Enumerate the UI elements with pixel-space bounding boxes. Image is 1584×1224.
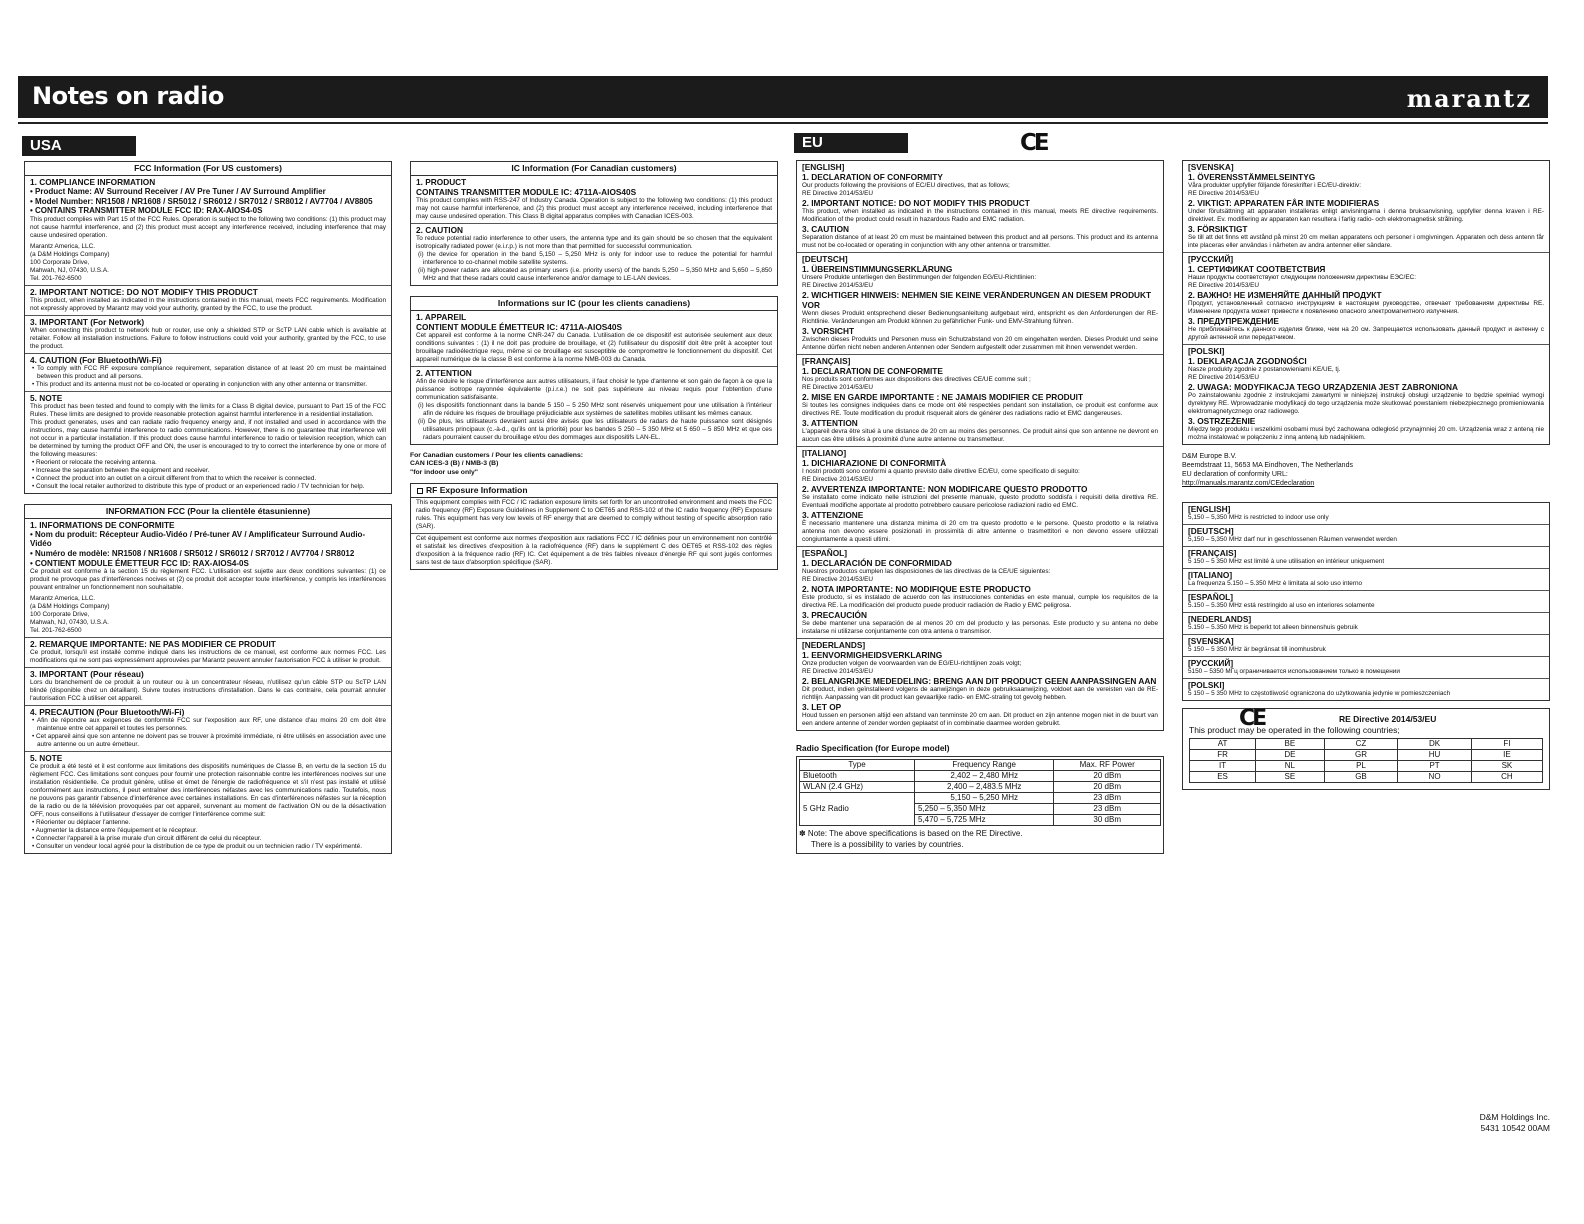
address-line: Tel. 201-762-6500	[30, 627, 82, 635]
ic-s2-item: (ii) high-power radars are allocated as primary users (i.e. priority users) of the bands 5,250 – 5,350 MHz and 5,650 – 5,850 MHz and that these radars could cause interference and/or damage to LE-LAN devices.	[418, 267, 772, 282]
table-cell: 5,150 – 5,250 MHz	[914, 793, 1053, 804]
fcc-fr-s5-heading: 5. NOTE	[30, 753, 63, 764]
radio-spec-note: ✽ Note: The above specifications is based on the RE Directive.	[799, 829, 1023, 838]
decl-text: Onze producten volgen de voorwaarden van de EG/EU-richtlijnen zoals volgt;	[802, 660, 1022, 667]
ce-mark-icon: CE	[1020, 130, 1047, 156]
caution-heading: 3. FÖRSIKTIGT	[1188, 224, 1248, 234]
rf-exposure-header	[411, 484, 777, 498]
lang-label: [ENGLISH]	[802, 162, 845, 172]
country-cell: FI	[1471, 739, 1542, 750]
indoor-text: 5.150 – 5.350 MHz está restringido al uso en interiores solamente	[1188, 602, 1375, 609]
country-cell: GR	[1324, 750, 1398, 761]
directive-text: RE Directive 2014/53/EU	[802, 190, 874, 197]
footer-company: D&M Holdings Inc.	[1479, 1112, 1550, 1122]
caution-heading: 3. CAUTION	[802, 224, 850, 234]
lang-label: [ITALIANO]	[802, 448, 847, 458]
table-cell: 23 dBm	[1054, 793, 1161, 804]
caution-text: Między tego produktu i wszelkimi osobami musi być zachowana odległość przynajmniej 20 cm. Urządzenia wraz z anteną nie można instalować w połączeniu z inną anteną lub nadajnikiem.	[1188, 426, 1544, 441]
country-cell: HU	[1398, 750, 1472, 761]
column-header: Max. RF Power	[1054, 760, 1161, 771]
address-line: (a D&M Holdings Company)	[30, 250, 110, 258]
ic-fr-s2-heading: 2. ATTENTION	[416, 368, 472, 378]
eu-francais	[797, 354, 1163, 446]
table-row	[1190, 761, 1543, 772]
table-cell: 20 dBm	[1054, 771, 1161, 782]
caution-heading: 3. PRECAUCIÓN	[802, 610, 868, 620]
fcc-fr-address	[30, 595, 386, 635]
fcc-info-box	[24, 161, 392, 494]
notice-text: Wenn dieses Produkt entsprechend dieser Bedienungsanleitung aufgebaut wird, entspricht es den Anforderungen der RE-Richtlinie. Veränderungen am Produkt können zu gefährlicher Funk- und EMV-Strahlung führen.	[802, 310, 1158, 325]
country-cell: SE	[1256, 772, 1325, 783]
directive-text: RE Directive 2014/53/EU	[802, 476, 874, 483]
country-cell: NO	[1398, 772, 1472, 783]
fcc-fr-product-name: • Nom du produit: Récepteur Audio-Vidéo / Pré-tuner AV / Amplificateur Surround Audio-Vidéo	[30, 529, 366, 549]
directive-text: RE Directive 2014/53/EU	[802, 282, 874, 289]
decl-heading: 1. ÖVERENSSTÄMMELSEINTYG	[1188, 172, 1316, 182]
fcc-s5-bullet: • Consult the local retailer authorized to distribute this type of product or an experienced radio / TV technician for help.	[32, 482, 365, 490]
fcc-section-2	[25, 285, 391, 315]
address-line: Beemdstraat 11, 5653 MA Eindhoven, The Netherlands	[1182, 462, 1353, 469]
fcc-model-number: • Model Number: NR1508 / NR1608 / SR5012 / SR6012 / SR7012 / SR8012 / AV7704 / AV8805	[30, 196, 373, 206]
caution-text: Houd tussen en personen altijd een afstand van tenminste 20 cm aan. Dit product en zijn antenne mogen niet in de buurt van een andere antenne of zender worden geplaatst of in combinatie daarmee worden gebruikt.	[802, 712, 1158, 727]
checkbox-icon	[417, 488, 423, 494]
notice-text: This product, when installed as indicated in the instructions contained in this manual, meets RE directive requirements. Modification of the product could result in hazardous Radio and EMC radiation.	[802, 208, 1158, 223]
caution-text: Zwischen dieses Produkts und Personen muss ein Schutzabstand von 20 cm eingehalten werden. Dieses Produkt und seine Antenne dürfen nicht neben anderen Antennen oder Sendern aufgestellt oder zusammen mit ihnen verwendet werden.	[802, 336, 1158, 351]
ic-s2-heading: 2. CAUTION	[416, 225, 464, 235]
lang-label: [SVENSKA]	[1188, 636, 1234, 646]
fcc-section-5	[25, 391, 391, 493]
ic-fr-section-1	[411, 311, 777, 366]
fcc-fr-s3-heading: 3. IMPORTANT (Pour réseau)	[30, 669, 144, 680]
ic-s2-item: (i) the device for operation in the band 5,150 – 5,250 MHz is only for indoor use to reduce the potential for harmful interference to co-channel mobile satellite systems.	[418, 251, 772, 266]
country-cell: PT	[1398, 761, 1472, 772]
address-line: Marantz America, LLC.	[30, 242, 95, 250]
column-eu-2	[1182, 160, 1550, 797]
decl-heading: 1. DICHIARAZIONE DI CONFORMITÀ	[802, 458, 947, 468]
fcc-fr-s4-bullet: • Afin de répondre aux exigences de conformité FCC sur l'exposition aux RF, une distance d'au moins 20 cm doit être maintenue entre cet appareil et toutes les personnes.	[32, 717, 386, 733]
brand-logo: marantz	[1406, 84, 1532, 113]
fcc-fr-section-5	[25, 751, 391, 853]
country-cell: BE	[1256, 739, 1325, 750]
footer	[1480, 1112, 1550, 1134]
indoor-text: La frequenza 5.150 – 5.350 MHz è limitata al solo uso interno	[1188, 580, 1363, 587]
declaration-url-link[interactable]: http://manuals.marantz.com/CEdeclaration	[1182, 480, 1315, 487]
country-cell: SK	[1471, 761, 1542, 772]
fcc-fr-s1-heading: 1. INFORMATIONS DE CONFORMITE	[30, 519, 175, 530]
address-line: D&M Europe B.V.	[1182, 453, 1237, 460]
caution-heading: 3. OSTRZEŻENIE	[1188, 416, 1256, 426]
canadian-note-line: CAN ICES-3 (B) / NMB-3 (B)	[410, 460, 499, 468]
address-line: Marantz America, LLC.	[30, 595, 95, 603]
indoor-text: 5150 – 5350 МГц ограничивается использованием только в помещении	[1188, 668, 1400, 675]
notice-heading: 2. AVVERTENZA IMPORTANTE: NON MODIFICARE QUESTO PRODOTTO	[802, 484, 1088, 494]
fcc-s5-text: This product generates, uses and can radiate radio frequency energy and, if not installed and used in accordance with the instructions, may cause harmful interference to radio communications. However, there is no guarantee that interference will not occur in a particular installation. If this product does cause harmful interference to radio or television reception, which can be determined by turning the product OFF and ON, the user is encouraged to try to correct the interference by one or more of the following measures:	[30, 418, 386, 458]
decl-text: Våra produkter uppfyller följande föreskrifter i EC/EU-direktiv:	[1188, 182, 1361, 189]
directive-text: RE Directive 2014/53/EU	[802, 576, 874, 583]
ic-s1-text: This product complies with RSS-247 of Industry Canada. Operation is subject to the following two conditions: (1) this product may not cause harmful interference, and (2) this product must accept any interference received, including interference that may cause undesired operation. This Class B digital apparatus complies with Canadian ICES-003.	[416, 197, 772, 220]
lang-label: [FRANÇAIS]	[802, 356, 851, 366]
ic-fr-box	[410, 296, 778, 445]
indoor-item	[1183, 546, 1549, 568]
table-header-row	[800, 760, 1161, 771]
directive-text: RE Directive 2014/53/EU	[802, 668, 874, 675]
table-cell: 23 dBm	[1054, 804, 1161, 815]
ic-fr-title: Informations sur IC (pour les clients canadiens)	[411, 297, 777, 311]
ic-fr-module-id: CONTIENT MODULE ÉMETTEUR IC: 4711A-AIOS40S	[416, 322, 623, 332]
caution-heading: 3. ATTENZIONE	[802, 510, 864, 520]
lang-label: [POLSKI]	[1188, 346, 1225, 356]
canadian-note-line: For Canadian customers / Pour les clients canadiens:	[410, 452, 583, 459]
address-line: 100 Corporate Drive,	[30, 611, 90, 619]
country-cell: FR	[1190, 750, 1256, 761]
fcc-s3-heading: 3. IMPORTANT (For Network)	[30, 316, 145, 327]
fcc-fr-box	[24, 504, 392, 854]
ic-fr-section-2	[411, 366, 777, 444]
lang-label: [DEUTSCH]	[802, 254, 848, 264]
caution-text: Se till att det finns ett avstånd på minst 20 cm mellan apparatens och personer i omgivningen. Apparaten och dess antenn får inte placeras eller användas i närheten av andra antenner eller sändare.	[1188, 234, 1544, 249]
column-canada	[410, 161, 778, 577]
radio-spec-box	[796, 756, 1164, 854]
eu-english	[797, 161, 1163, 252]
notice-heading: 2. MISE EN GARDE IMPORTANTE : NE JAMAIS MODIFIER CE PRODUIT	[802, 392, 1084, 402]
notice-heading: 2. BELANGRIJKE MEDEDELING: BRENG AAN DIT PRODUCT GEEN AANPASSINGEN AAN	[802, 676, 1157, 686]
address-line: Mahwah, NJ, 07430, U.S.A.	[30, 619, 109, 627]
address-line: 100 Corporate Drive,	[30, 258, 90, 266]
table-row	[800, 793, 1161, 804]
fcc-s1-heading: 1. COMPLIANCE INFORMATION	[30, 177, 156, 187]
header-rule	[18, 122, 1548, 124]
column-header: Type	[800, 760, 915, 771]
fcc-address	[30, 243, 386, 283]
fcc-s4-bullet: • To comply with FCC RF exposure compliance requirement, separation distance of at least 20 cm must be maintained between this product and all persons.	[32, 364, 386, 380]
ic-fr-s1-heading: 1. APPAREIL	[416, 312, 467, 322]
notice-text: Si toutes les consignes indiquées dans ce mode ont été respectées pendant son installation, ce produit est conforme aux directives RE. Toute modification du produit risquerait alors de générer des radiations radio et EMC dangereuses.	[802, 402, 1158, 417]
address-line: Tel. 201-762-6500	[30, 274, 82, 282]
table-cell: 20 dBm	[1054, 782, 1161, 793]
fcc-fr-s5-bullet: • Consulter un vendeur local agréé pour la distribution de ce type de produit ou un technicien radio / TV expérimenté.	[32, 843, 363, 851]
decl-heading: 1. СЕРТИФИКАТ СООТВЕТСТВИЯ	[1188, 264, 1326, 274]
rf-exposure-en	[411, 498, 777, 533]
fcc-fr-title: INFORMATION FCC (Pour la clientèle étasunienne)	[25, 505, 391, 519]
table-cell: Bluetooth	[800, 771, 915, 782]
ic-info-title: IC Information (For Canadian customers)	[411, 162, 777, 176]
table-row	[1190, 739, 1543, 750]
notice-heading: 2. UWAGA: MODYFIKACJA TEGO URZĄDZENIA JEST ZABRONIONA	[1188, 382, 1458, 392]
country-cell: IE	[1471, 750, 1542, 761]
notice-text: Po zainstalowaniu zgodnie z instrukcjami zawartymi w niniejszej instrukcji obsługi urządzenie to będzie spełniać wymogi dyrektywy RE. Wprowadzanie modyfikacji do tego urządzenia może skutkować powstaniem niebezpiecznego promieniowania elektromagnetycznego oraz radiowego.	[1188, 392, 1544, 415]
fcc-fr-s5-bullet: • Connecter l'appareil à la prise murale d'un circuit différent de celui du récepteur.	[32, 835, 262, 843]
table-cell: WLAN (2.4 GHz)	[800, 782, 915, 793]
eu-address	[1182, 452, 1550, 488]
country-cell: AT	[1190, 739, 1256, 750]
lang-label: [ESPAÑOL]	[802, 548, 848, 558]
fcc-s1-text: This product complies with Part 15 of the FCC Rules. Operation is subject to the following two conditions: (1) this product may not cause harmful interference, and (2) this product must accept any interference received, including interference that may cause undesired operation.	[30, 215, 386, 239]
ic-section-1	[411, 176, 777, 223]
decl-heading: 1. DEKLARACJA ZGODNOŚCI	[1188, 356, 1307, 366]
address-line: (a D&M Holdings Company)	[30, 603, 110, 611]
rf-exposure-title: RF Exposure Information	[426, 485, 528, 496]
fcc-product-name: • Product Name: AV Surround Receiver / AV Pre Tuner / AV Surround Amplifier	[30, 187, 326, 196]
fcc-s2-heading: 2. IMPORTANT NOTICE: DO NOT MODIFY THIS PRODUCT	[30, 286, 258, 297]
fcc-fr-s5-text: Ce produit a été testé et il est conforme aux limitations des dispositifs numériques de Classe B, en vertu de la section 15 du règlement FCC. Ces limitations sont conçues pour fournir une protection raisonnable contre les interférences nocives sur une installation résidentielle. Ce produit génère, utilise et émet de l'énergie de radiofréquence et s'il n'est pas installé et utilisé conformément aux instructions, il peut entraîner des interférences néfastes avec les communications radio. Toutefois, nous ne pouvons pas garantir l'absence d'interférence avec certaines installations. En cas d'interférences néfastes sur la réception de la radio ou de la télévision provoquées par cet appareil, survenant au moment de l'activation ON ou de la désactivation OFF, nous conseillons à l'utilisateur d'essayer de corriger l'interférence comme suit:	[30, 763, 386, 819]
indoor-item	[1183, 590, 1549, 612]
country-cell: IT	[1190, 761, 1256, 772]
canadian-note	[410, 452, 778, 477]
indoor-text: 5,150 – 5,350 MHz darf nur in geschlossenen Räumen verwendet werden	[1188, 536, 1397, 543]
lang-label: [SVENSKA]	[1188, 162, 1234, 172]
country-cell: DE	[1256, 750, 1325, 761]
table-cell: 30 dBm	[1054, 815, 1161, 826]
footer-document-code: 5431 10542 00AM	[1480, 1123, 1550, 1133]
ic-info-box	[410, 161, 778, 286]
eu-polski	[1183, 344, 1549, 444]
eu-deutsch	[797, 252, 1163, 354]
decl-text: Nasze produkty zgodnie z postanowieniami KE/UE, tj.	[1188, 366, 1341, 373]
indoor-text: 5.150 – 5.350 MHz is beperkt tot alleen binnenshuis gebruik	[1188, 624, 1358, 631]
fcc-s2-text: This product, when installed as indicated in the instructions contained in this manual, meets FCC requirements. Modification not expressly approved by Marantz may void your authority, granted by the FCC, to use the product.	[30, 296, 386, 312]
fcc-fr-s1-text: Ce produit est conforme à la section 15 du règlement FCC. L'utilisation est sujette aux deux conditions suivantes: (1) ce produit ne provoque pas d'interférences nocives et (2) ce produit doit accepter toute interférence, y compris les interférences pouvant entraîner un fonctionnement non souhaitable.	[30, 568, 386, 592]
ic-fr-s1-text: Cet appareil est conforme à la norme CNR-247 du Canada. L'utilisation de ce dispositif est autorisée seulement aux deux conditions suivantes : (1) il ne doit pas produire de brouillage, et (2) l'utilisateur du dispositif doit être prêt à accepter tout brouillage radioélectrique reçu, même si ce brouillage est susceptible de compromettre le fonctionnement du dispositif. Cet appareil numérique de la classe B est conforme à la norme NMB-003 du Canada.	[416, 332, 772, 363]
column-usa	[24, 161, 392, 861]
caution-heading: 3. VORSICHT	[802, 326, 855, 336]
decl-text: Nos produits sont conformes aux dispositions des directives CE/UE comme suit ;	[802, 376, 1031, 383]
lang-label: [DEUTSCH]	[1188, 526, 1234, 536]
fcc-s5-heading: 5. NOTE	[30, 392, 63, 403]
country-cell: CZ	[1324, 739, 1398, 750]
region-eu-label: EU	[794, 133, 908, 153]
caution-text: L'appareil devra être situé à une distance de 20 cm au moins des personnes. Ce produit ainsi que son antenne ne devront en aucun cas être utilisés à proximité d'une autre antenne ou transmetteur.	[802, 428, 1158, 443]
ic-module-id: CONTAINS TRANSMITTER MODULE IC: 4711A-AIOS40S	[416, 187, 637, 197]
decl-heading: 1. DECLARATION OF CONFORMITY	[802, 172, 943, 182]
fcc-fr-s2-text: Ce produit, lorsqu'il est installé comme indiqué dans les instructions de ce manuel, est conforme aux normes FCC. Les modifications qui ne sont pas expressément approuvées par Marantz peuvent annuler l'autorisation FCC à utiliser le produit.	[30, 649, 386, 665]
ic-fr-s2-text: Afin de réduire le risque d'interférence aux autres utilisateurs, il faut choisir le type d'antenne et son gain de façon à ce que la puissance isotrope rayonnée équivalente (p.i.r.e.) ne soit pas supérieure au niveau requis pour l'obtention d'une communication satisfaisante.	[416, 378, 772, 401]
address-line: EU declaration of conformity URL:	[1182, 471, 1288, 478]
decl-text: I nostri prodotti sono conformi a quanto previsto dalle direttive EC/EU, come specificato di seguito:	[802, 468, 1080, 475]
caution-text: Se debe mantener una separación de al menos 20 cm del producto y las personas. Este producto y su antena no debe instalarse ni utilizarse conjuntamente con otra antena o transmisor.	[802, 620, 1158, 635]
radio-spec-table	[799, 759, 1161, 826]
ic-fr-s2-item: (i) les dispositifs fonctionnant dans la bande 5 150 – 5 250 MHz sont réservés uniquement pour une utilisation à l'intérieur afin de réduire les risques de brouillage préjudiciable aux systèmes de satellites mobiles utilisant les mêmes canaux.	[418, 402, 772, 417]
re-directive-box	[1182, 708, 1550, 790]
eu-espanol	[797, 546, 1163, 638]
fcc-fr-s4-heading: 4. PRECAUTION (Pour Bluetooth/Wi-Fi)	[30, 707, 185, 718]
country-table	[1189, 738, 1543, 783]
fcc-fr-section-2	[25, 637, 391, 667]
fcc-section-3	[25, 315, 391, 353]
re-directive-title: RE Directive 2014/53/EU	[1339, 714, 1437, 724]
page-title: Notes on radio	[32, 82, 224, 110]
indoor-item	[1183, 634, 1549, 656]
notice-text: Under förutsättning att apparaten installeras enligt anvisningarna i denna bruksanvisning, uppfyller denna kraven i RE-direktivet. Ev. modifiering av apparaten kan resultera i farlig radio- och elektromagnetisk strålning.	[1188, 208, 1544, 223]
lang-label: [РУССКИЙ]	[1188, 254, 1234, 264]
decl-text: Nuestros productos cumplen las disposiciones de las directivas de la CE/UE siguientes:	[802, 568, 1051, 575]
caution-heading: 3. LET OP	[802, 702, 842, 712]
fcc-fr-id: • CONTIENT MODULE ÉMETTEUR FCC ID: RAX-AIOS4-0S	[30, 558, 249, 568]
notice-heading: 2. NOTA IMPORTANTE: NO MODIFIQUE ESTE PRODUCTO	[802, 584, 1031, 594]
table-row	[1190, 772, 1543, 783]
page-header	[18, 76, 1548, 118]
lang-label: [ENGLISH]	[1188, 504, 1231, 514]
rf-exposure-fr	[411, 533, 777, 569]
ic-section-2	[411, 223, 777, 285]
directive-text: RE Directive 2014/53/EU	[802, 384, 874, 391]
caution-text: Не приближайтесь к данного изделия ближе, чем на 20 см. Запрещается использовать данный продукт и антенну с другой антенной или передатчиком.	[1188, 326, 1544, 341]
indoor-item	[1183, 503, 1549, 524]
directive-text: RE Directive 2014/53/EU	[1188, 374, 1260, 381]
table-row	[800, 782, 1161, 793]
table-cell: 2,400 – 2,483.5 MHz	[914, 782, 1053, 793]
notice-heading: 2. IMPORTANT NOTICE: DO NOT MODIFY THIS PRODUCT	[802, 198, 1030, 208]
indoor-item	[1183, 656, 1549, 678]
fcc-s4-bullet: • This product and its antenna must not be co-located or operating in conjunction with any other antenna or transmitter.	[32, 380, 367, 388]
directive-text: RE Directive 2014/53/EU	[1188, 282, 1260, 289]
radio-spec-note: There is a possibility to varies by countries.	[811, 840, 964, 849]
rf-exposure-text: This equipment complies with FCC / IC radiation exposure limits set forth for an uncontrolled environment and meets the FCC radio frequency (RF) Exposure Guidelines in Supplement C to OET65 and RSS-102 of the IC radio frequency (RF) Exposure rules. This equipment has very low levels of RF energy that are deemed to comply without testing of specific absorption ratio (SAR).	[416, 499, 772, 531]
indoor-item	[1183, 524, 1549, 546]
fcc-fr-s3-text: Lors du branchement de ce produit à un routeur ou à un concentrateur réseau, n'utilisez qu'un câble STP ou ScTP LAN blindé (disponible chez un détaillant). Suivre toutes instructions d'installation. Dans le cas contraire, cela pourrait annuler l'autorisation FCC à utiliser cet appareil.	[30, 679, 386, 703]
fcc-info-title: FCC Information (For US customers)	[25, 162, 391, 176]
fcc-fr-s4-bullet: • Cet appareil ainsi que son antenne ne doivent pas se trouver à proximité immédiate, ni être utilisés en association avec une autre antenne ou un autre émetteur.	[32, 733, 386, 749]
ce-mark-icon: CE	[1239, 706, 1265, 731]
table-row	[800, 771, 1161, 782]
fcc-s5-bullet: • Increase the separation between the equipment and receiver.	[32, 466, 210, 474]
eu-italiano	[797, 446, 1163, 546]
fcc-fr-s5-bullet: • Augmenter la distance entre l'équipement et le récepteur.	[32, 827, 198, 835]
lang-label: [FRANÇAIS]	[1188, 548, 1237, 558]
table-row	[1190, 750, 1543, 761]
fcc-section-4	[25, 353, 391, 391]
fcc-s5-bullet: • Reorient or relocate the receiving antenna.	[32, 458, 157, 466]
fcc-fr-s5-bullet: • Réorienter ou déplacer l'antenne.	[32, 819, 131, 827]
lang-label: [NEDERLANDS]	[1188, 614, 1252, 624]
fcc-s5-text: This product has been tested and found to comply with the limits for a Class B digital device, pursuant to Part 15 of the FCC Rules. These limits are designed to provide reasonable protection against harmful interference in a residential installation.	[30, 402, 386, 418]
country-cell: GB	[1324, 772, 1398, 783]
caution-text: Separation distance of at least 20 cm must be maintained between this product and all persons. This product and its antenna must not be co-located or operating in conjunction with any other antenna or transmitter.	[802, 234, 1158, 249]
canadian-note-line: "for indoor use only"	[410, 468, 478, 476]
country-cell: CH	[1471, 772, 1542, 783]
eu-declarations-box-2	[1182, 160, 1550, 445]
notice-text: Dit product, indien geïnstalleerd volgens de aanwijzingen in deze gebruiksaanwijzing, voldoet aan de vereisten van de RE-richtlijn. Aanpassing van dit product kan gevaarlijke radio- en EMC-straling tot gevolg hebben.	[802, 686, 1158, 701]
notice-text: Продукт, установленный согласно инструкциям в настоящем руководстве, отвечает требованиям директивы RE. Изменение продукта может привести к появлению опасного электромагнитного излучения.	[1188, 300, 1544, 315]
lang-label: [POLSKI]	[1188, 680, 1225, 690]
indoor-text: 5,150 – 5,350 MHz is restricted to indoor use only	[1188, 514, 1329, 521]
fcc-fr-model-number: • Numéro de modèle: NR1508 / NR1608 / SR5012 / SR6012 / SR7012 / AV7704 / SR8012	[30, 548, 355, 558]
notice-heading: 2. WICHTIGER HINWEIS: NEHMEN SIE KEINE VERÄNDERUNGEN AN DIESEM PRODUKT VOR	[802, 290, 1152, 310]
table-cell: 5,470 – 5,725 MHz	[914, 815, 1053, 826]
caution-text: È necessario mantenere una distanza minima di 20 cm tra questo prodotto e le persone. Questo prodotto e la relativa antenna non devono essere posizionati in prossimità di altre antenne o trasmettitori e non devono essere utilizzati congiuntamente a questi ultimi.	[802, 520, 1158, 543]
fcc-fr-section-4	[25, 705, 391, 751]
ic-fr-s2-item: (ii) De plus, les utilisateurs devraient aussi être avisés que les utilisateurs de radars de haute puissance sont désignés utilisateurs principaux (c.-à-d., qu'ils ont la priorité) pour les bandes 5 250 – 5 350 MHz et 5 650 – 5 850 MHz et que ces radars pourraient causer du brouillage et/ou des dommages aux dispositifs LAN-EL.	[418, 418, 772, 441]
notice-text: Este producto, si es instalado de acuerdo con las instrucciones contenidas en este manual, cumple los requisitos de la directiva RE. La modificación del producto puede producir radiación de Radio y EMC peligrosa.	[802, 594, 1158, 609]
decl-text: Наши продукты соответствуют следующим положениям директивы ЕЭС/ЕС:	[1188, 274, 1416, 281]
indoor-text: 5 150 – 5 350 MHz är begränsat till inomhusbruk	[1188, 646, 1326, 653]
caution-heading: 3. ПРЕДУПРЕЖДЕНИЕ	[1188, 316, 1279, 326]
indoor-text: 5 150 – 5 350 MHz est limité à une utilisation en intérieur uniquement	[1188, 558, 1385, 565]
rf-exposure-box	[410, 483, 778, 570]
fcc-fr-section-1	[25, 519, 391, 637]
lang-label: [ITALIANO]	[1188, 570, 1233, 580]
column-header: Frequency Range	[914, 760, 1053, 771]
fcc-s3-text: When connecting this product to network hub or router, use only a shielded STP or ScTP LAN cable which is available at retailer. Follow all installation instructions. Failure to follow instructions could void your authority, granted by the FCC, to use the product.	[30, 326, 386, 350]
decl-text: Unsere Produkte unterliegen den Bestimmungen der folgenden EG/EU-Richtlinien:	[802, 274, 1037, 281]
country-cell: NL	[1256, 761, 1325, 772]
radio-spec-title: Radio Specification (for Europe model)	[796, 743, 950, 753]
country-cell: DK	[1398, 739, 1472, 750]
fcc-s4-heading: 4. CAUTION (For Bluetooth/Wi-Fi)	[30, 354, 162, 365]
table-cell: 5 GHz Radio	[800, 793, 915, 826]
indoor-item	[1183, 612, 1549, 634]
region-usa-canada-label: USA CANADA	[22, 136, 136, 156]
indoor-use-box	[1182, 502, 1550, 701]
decl-heading: 1. DECLARATION DE CONFORMITE	[802, 366, 943, 376]
notice-heading: 2. VIKTIGT: APPARATEN FÅR INTE MODIFIERAS	[1188, 198, 1380, 208]
decl-heading: 1. ÜBEREINSTIMMUNGSERKLÄRUNG	[802, 264, 953, 274]
country-cell: ES	[1190, 772, 1256, 783]
notice-text: Se installato come indicato nelle istruzioni del presente manuale, questo prodotto soddisfa i requisiti della direttiva RE. Eventuali modifiche apportate al prodotto potrebbero causare pericolose radiazioni radio ed EMC.	[802, 494, 1158, 509]
fcc-s5-bullet: • Connect the product into an outlet on a circuit different from that to which the receiver is connected.	[32, 474, 317, 482]
table-cell: 5,250 – 5,350 MHz	[914, 804, 1053, 815]
decl-text: Our products following the provisions of EC/EU directives, that as follows;	[802, 182, 1010, 189]
ic-s2-text: To reduce potential radio interference to other users, the antenna type and its gain should be so chosen that the equivalent isotropically radiated power (e.i.r.p.) is not more than that permitted for successful communication.	[416, 235, 772, 250]
decl-heading: 1. DECLARACIÓN DE CONFORMIDAD	[802, 558, 952, 568]
indoor-text: 5 150 – 5 350 MHz to częstotliwość ograniczona do użytkowania jedynie w pomieszczeniach	[1188, 690, 1451, 697]
lang-label: [ESPAÑOL]	[1188, 592, 1234, 602]
indoor-item	[1183, 678, 1549, 700]
fcc-id: • CONTAINS TRANSMITTER MODULE FCC ID: RAX-AIOS4-0S	[30, 206, 263, 216]
lang-label: [РУССКИЙ]	[1188, 658, 1234, 668]
notice-heading: 2. ВАЖНО! НЕ ИЗМЕНЯЙТЕ ДАННЫЙ ПРОДУКТ	[1188, 290, 1382, 300]
re-directive-text: This product may be operated in the following countries;	[1189, 725, 1400, 735]
column-eu-1	[796, 160, 1164, 861]
fcc-fr-section-3	[25, 667, 391, 705]
lang-label: [NEDERLANDS]	[802, 640, 866, 650]
directive-text: RE Directive 2014/53/EU	[1188, 190, 1260, 197]
decl-heading: 1. EENVORMIGHEIDSVERKLARING	[802, 650, 943, 660]
ic-s1-heading: 1. PRODUCT	[416, 177, 467, 187]
fcc-section-1	[25, 176, 391, 285]
country-cell: PL	[1324, 761, 1398, 772]
caution-heading: 3. ATTENTION	[802, 418, 858, 428]
table-cell: 2,402 – 2,480 MHz	[914, 771, 1053, 782]
eu-russian	[1183, 252, 1549, 344]
eu-svenska	[1183, 161, 1549, 252]
eu-declarations-box	[796, 160, 1164, 731]
fcc-fr-s2-heading: 2. REMARQUE IMPORTANTE: NE PAS MODIFIER CE PRODUIT	[30, 639, 276, 650]
indoor-item	[1183, 568, 1549, 590]
address-line: Mahwah, NJ, 07430, U.S.A.	[30, 266, 109, 274]
eu-nederlands	[797, 638, 1163, 730]
rf-exposure-text: Cet équipement est conforme aux normes d'exposition aux radiations FCC / IC définies pour un environnement non contrôlé et satisfait les directives d'exposition à la radiofréquence (RF) dans le supplément C des OET65 et RSS-102 des règles d'exposition à la fréquence radio (RF) IC. Cet équipement a de très faibles niveaux d'énergie RF qui sont jugés conformes sans test de taux d'absorption spécifique (SAR).	[416, 535, 772, 567]
